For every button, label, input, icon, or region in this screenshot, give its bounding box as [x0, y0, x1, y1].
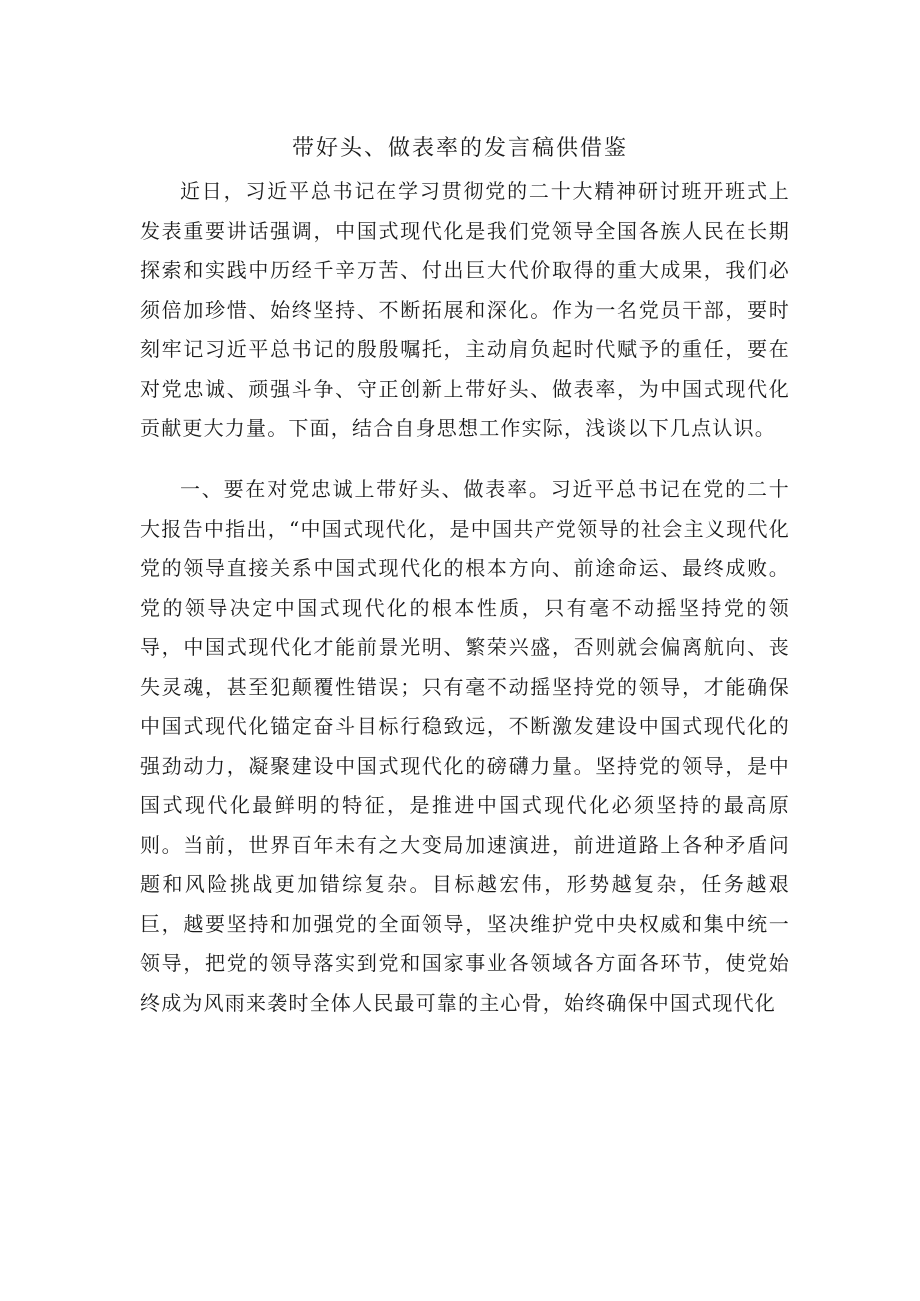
paragraph-intro: 近日，习近平总书记在学习贯彻党的二十大精神研讨班开班式上发表重要讲话强调，中国式现代化是我们党领导全国各族人民在长期探索和实践中历经千辛万苦、付出巨大代价取得的重大成果，我们必须倍加珍惜、始终坚持、不断拓展和深化。作为一名党员干部，要时刻牢记习近平总书记的殷殷嘱托，主动肩负起时代赋予的重任，要在对党忠诚、顽强斗争、守正创新上带好头、做表率，为中国式现代化贡献更大力量。下面，结合自身思想工作实际，浅谈以下几点认识。: [140, 179, 790, 440]
paragraph-section-one: 一、要在对党忠诚上带好头、做表率。习近平总书记在党的二十大报告中指出，“中国式现代化，是中国共产党领导的社会主义现代化党的领导直接关系中国式现代化的根本方向、前途命运、最终成败。党的领导决定中国式现代化的根本性质，只有毫不动摇坚持党的领导，中国式现代化才能前景光明、繁荣兴盛，否则就会偏离航向、丧失灵魂，甚至犯颠覆性错误；只有毫不动摇坚持党的领导，才能确保中国式现代化锚定奋斗目标行稳致远，不断激发建设中国式现代化的强劲动力，凝聚建设中国式现代化的磅礴力量。坚持党的领导，是中国式现代化最鲜明的特征，是推进中国式现代化必须坚持的最高原则。当前，世界百年未有之大变局加速演进，前进道路上各种矛盾问题和风险挑战更加错综复杂。目标越宏伟，形势越复杂，任务越艰巨，越要坚持和加强党的全面领导，坚决维护党中央权威和集中统一领导，把党的领导落实到党和国家事业各领域各方面各环节，使党始终成为风雨来袭时全体人民最可靠的主心骨，始终确保中国式现代化: [140, 477, 790, 1015]
page-title: 带好头、做表率的发言稿供借鉴: [291, 136, 628, 161]
